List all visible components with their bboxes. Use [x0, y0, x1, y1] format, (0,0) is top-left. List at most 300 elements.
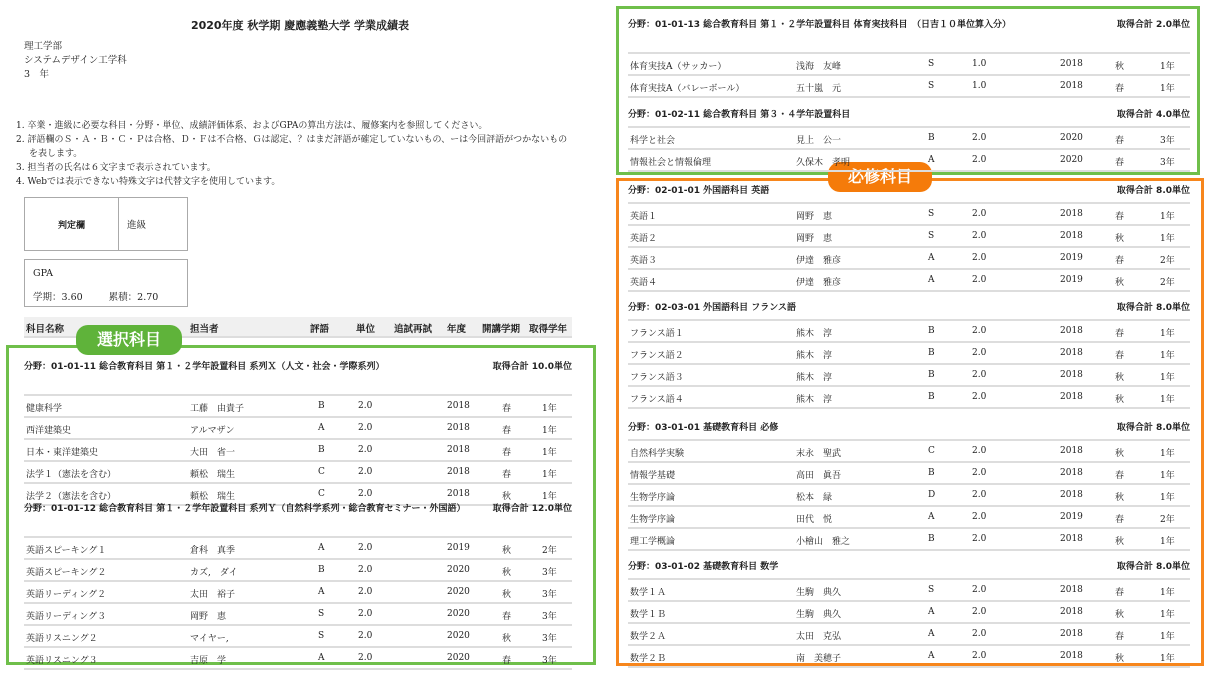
table-row: [24, 396, 572, 418]
table-row: [628, 646, 1190, 668]
cell-year: 2018: [1060, 231, 1083, 241]
cell-year: 2019: [447, 543, 470, 553]
cell-acq-year: 1年: [1160, 493, 1175, 503]
cell-instructor: 熊木 淳: [796, 329, 833, 339]
field-section: [24, 500, 572, 670]
cell-acq-year: 1年: [1160, 84, 1175, 94]
cell-year: 2018: [1060, 585, 1083, 595]
cell-year: 2020: [447, 631, 470, 641]
cell-grade: A: [928, 253, 935, 263]
cell-term: 春: [1115, 588, 1125, 598]
cell-subject: 生物学序論: [630, 515, 676, 525]
cell-year: 2018: [1060, 651, 1083, 661]
field-header: [628, 16, 1190, 54]
field-total: 取得合計 8.0単位: [1116, 303, 1190, 313]
col-instructor: 担当者: [190, 324, 219, 335]
cell-instructor: 松本 緑: [796, 493, 833, 503]
cell-grade: B: [928, 468, 935, 478]
cell-term: 秋: [1115, 493, 1125, 503]
field-section: [24, 358, 572, 506]
col-grade: 評語: [310, 324, 330, 335]
cell-term: 秋: [502, 634, 512, 644]
cell-acq-year: 2年: [1160, 515, 1175, 525]
cell-subject: 体育実技A（サッカー）: [630, 62, 727, 72]
notes-list: [16, 119, 576, 189]
cell-credits: 2.0: [972, 446, 987, 456]
cell-grade: B: [318, 565, 325, 575]
field-total: 取得合計 10.0単位: [492, 362, 572, 372]
cell-credits: 2.0: [972, 468, 987, 478]
cell-instructor: 浅海 友峰: [796, 62, 842, 72]
cell-acq-year: 1年: [542, 404, 557, 414]
cell-subject: フランス語３: [630, 373, 684, 383]
table-row: [628, 624, 1190, 646]
cell-subject: 日本・東洋建築史: [26, 448, 99, 458]
cell-credits: 2.0: [358, 543, 373, 553]
field-header: [628, 182, 1190, 204]
cell-grade: B: [928, 348, 935, 358]
judgement-value: 進級: [127, 220, 147, 231]
department: システムデザイン工学科: [24, 55, 127, 66]
cell-year: 2018: [1060, 348, 1083, 358]
left-page: [0, 0, 600, 673]
cell-year: 2018: [1060, 607, 1083, 617]
cell-subject: 情報社会と情報倫理: [630, 158, 712, 168]
cell-grade: C: [928, 446, 935, 456]
cell-year: 2020: [1060, 133, 1083, 143]
cell-grade: S: [928, 209, 935, 219]
cell-grade: B: [928, 370, 935, 380]
cell-credits: 1.0: [972, 59, 987, 69]
cell-acq-year: 3年: [1160, 136, 1175, 146]
cell-subject: 英語１: [630, 212, 658, 222]
cell-acq-year: 2年: [1160, 278, 1175, 288]
table-row: [628, 580, 1190, 602]
cell-subject: 英語リーディング３: [26, 612, 107, 622]
cell-instructor: 末永 聖武: [796, 449, 842, 459]
cell-grade: D: [928, 490, 936, 500]
table-row: [628, 226, 1190, 248]
cell-instructor: 高田 眞吾: [796, 471, 842, 481]
cell-instructor: 岡野 恵: [190, 612, 227, 622]
elective-badge: 選択科目: [76, 325, 182, 355]
cell-term: 春: [502, 470, 512, 480]
cell-credits: 2.0: [358, 565, 373, 575]
cell-subject: 英語４: [630, 278, 658, 288]
cell-acq-year: 1年: [1160, 610, 1175, 620]
cell-year: 2019: [1060, 253, 1083, 263]
field-total: 取得合計 2.0単位: [1116, 20, 1190, 30]
field-title: 分野：01-01-11 総合教育科目 第１・２学年設置科目 系列Ｘ（人文・社会・学際系列）: [24, 362, 385, 372]
field-section: [628, 182, 1190, 292]
cell-term: 春: [1115, 136, 1125, 146]
cell-year: 2020: [447, 565, 470, 575]
cell-subject: 自然科学実験: [630, 449, 685, 459]
cell-credits: 2.0: [972, 607, 987, 617]
cell-subject: 英語３: [630, 256, 658, 266]
field-title: 分野：02-01-01 外国語科目 英語: [628, 186, 770, 196]
cell-instructor: マイヤー,: [190, 634, 229, 644]
cell-credits: 2.0: [972, 348, 987, 358]
cell-term: 秋: [1115, 62, 1125, 72]
gpa-term: 学期：3.60: [33, 292, 83, 303]
cell-grade: S: [928, 231, 935, 241]
cell-acq-year: 1年: [1160, 234, 1175, 244]
col-credits: 単位: [356, 324, 376, 335]
cell-acq-year: 3年: [542, 568, 557, 578]
cell-instructor: 頼松 瑞生: [190, 470, 236, 480]
cell-acq-year: 1年: [1160, 654, 1175, 664]
field-header: [24, 500, 572, 538]
cell-year: 2018: [1060, 81, 1083, 91]
cell-year: 2018: [1060, 326, 1083, 336]
cell-term: 秋: [502, 590, 512, 600]
cell-subject: 数学１Ｂ: [630, 610, 667, 620]
table-row: [628, 270, 1190, 292]
table-row: [24, 582, 572, 604]
field-title: 分野：01-01-12 総合教育科目 第１・２学年設置科目 系列Ｙ（自然科学系列・総合教育セミナー・外国語）: [24, 504, 466, 514]
cell-year: 2019: [1060, 275, 1083, 285]
cell-instructor: 生駒 典久: [796, 588, 842, 598]
cell-grade: B: [928, 534, 935, 544]
table-row: [628, 485, 1190, 507]
field-header: [628, 106, 1190, 128]
cell-acq-year: 1年: [542, 470, 557, 480]
cell-credits: 2.0: [358, 445, 373, 455]
col-term: 開講学期: [482, 324, 521, 335]
cell-grade: A: [928, 275, 935, 285]
cell-grade: S: [928, 59, 935, 69]
cell-term: 秋: [1115, 654, 1125, 664]
cell-acq-year: 1年: [1160, 62, 1175, 72]
cell-instructor: 熊木 淳: [796, 373, 833, 383]
cell-instructor: 岡野 恵: [796, 234, 833, 244]
student-info: [24, 40, 127, 82]
cell-instructor: 伊達 雅彦: [796, 256, 842, 266]
cell-subject: 英語リーディング２: [26, 590, 107, 600]
cell-grade: A: [928, 607, 935, 617]
cell-credits: 2.0: [358, 653, 373, 663]
cell-term: 秋: [1115, 278, 1125, 288]
cell-grade: A: [318, 423, 325, 433]
cell-subject: 理工学概論: [630, 537, 676, 547]
note-item: 4. Webでは表示できない特殊文字は代替文字を使用しています。: [16, 177, 281, 187]
faculty: 理工学部: [24, 41, 63, 52]
cell-instructor: 太田 裕子: [190, 590, 236, 600]
cell-year: 2018: [447, 423, 470, 433]
cell-acq-year: 1年: [542, 426, 557, 436]
cell-credits: 2.0: [972, 512, 987, 522]
table-row: [628, 204, 1190, 226]
cell-year: 2018: [1060, 468, 1083, 478]
cell-instructor: 熊木 淳: [796, 351, 833, 361]
cell-grade: A: [928, 512, 935, 522]
table-row: [24, 418, 572, 440]
cell-grade: A: [318, 653, 325, 663]
cell-credits: 2.0: [358, 587, 373, 597]
cell-subject: 西洋建築史: [26, 426, 72, 436]
cell-term: 秋: [1115, 449, 1125, 459]
cell-grade: B: [928, 326, 935, 336]
field-total: 取得合計 8.0単位: [1116, 423, 1190, 433]
table-row: [24, 604, 572, 626]
cell-instructor: 工藤 由貴子: [190, 404, 245, 414]
cell-instructor: 五十嵐 元: [796, 84, 842, 94]
cell-term: 春: [1115, 84, 1125, 94]
cell-subject: 英語スピーキング１: [26, 546, 107, 556]
cell-credits: 2.0: [358, 423, 373, 433]
table-row: [628, 463, 1190, 485]
cell-credits: 2.0: [358, 609, 373, 619]
cell-grade: S: [928, 585, 935, 595]
cell-grade: C: [318, 467, 325, 477]
cell-credits: 2.0: [972, 392, 987, 402]
field-title: 分野：03-01-01 基礎教育科目 必修: [628, 423, 779, 433]
col-subject: 科目名称: [26, 324, 65, 335]
col-acq-year: 取得学年: [529, 324, 568, 335]
cell-acq-year: 1年: [1160, 471, 1175, 481]
field-total: 取得合計 4.0単位: [1116, 110, 1190, 120]
cell-credits: 2.0: [972, 490, 987, 500]
cell-year: 2018: [1060, 629, 1083, 639]
cell-term: 秋: [1115, 610, 1125, 620]
cell-acq-year: 1年: [1160, 329, 1175, 339]
cell-credits: 2.0: [972, 275, 987, 285]
cell-acq-year: 1年: [1160, 395, 1175, 405]
cell-subject: 英語リスニング３: [26, 656, 98, 666]
cell-term: 春: [502, 404, 512, 414]
cell-grade: B: [318, 401, 325, 411]
cell-grade: S: [318, 609, 325, 619]
cell-term: 春: [502, 656, 512, 666]
table-row: [24, 440, 572, 462]
cell-instructor: カズ, ダイ: [190, 568, 238, 578]
cell-subject: 数学２Ａ: [630, 632, 667, 642]
cell-instructor: 岡野 恵: [796, 212, 833, 222]
cell-subject: 科学と社会: [630, 136, 676, 146]
cell-term: 秋: [1115, 373, 1125, 383]
field-title: 分野：02-03-01 外国語科目 フランス語: [628, 303, 797, 313]
cell-acq-year: 3年: [542, 656, 557, 666]
cell-year: 2020: [447, 587, 470, 597]
cell-term: 春: [1115, 329, 1125, 339]
cell-grade: A: [928, 629, 935, 639]
note-item: 3. 担当者の氏名は６文字まで表示されています。: [16, 163, 216, 173]
cell-acq-year: 1年: [542, 492, 557, 502]
table-row: [628, 321, 1190, 343]
table-row: [628, 150, 1190, 172]
cell-year: 2018: [447, 401, 470, 411]
table-row: [628, 248, 1190, 270]
cell-acq-year: 1年: [1160, 537, 1175, 547]
cell-credits: 2.0: [972, 155, 987, 165]
table-row: [628, 365, 1190, 387]
cell-subject: 数学１Ａ: [630, 588, 667, 598]
cell-acq-year: 3年: [542, 590, 557, 600]
cell-grade: S: [318, 631, 325, 641]
cell-acq-year: 2年: [1160, 256, 1175, 266]
cell-year: 2018: [1060, 534, 1083, 544]
table-row: [628, 441, 1190, 463]
cell-credits: 2.0: [358, 401, 373, 411]
cell-term: 春: [502, 612, 512, 622]
cell-credits: 2.0: [972, 370, 987, 380]
page-title: 2020年度 秋学期 慶應義塾大学 学業成績表: [190, 19, 410, 32]
field-header: [628, 299, 1190, 321]
cell-credits: 1.0: [972, 81, 987, 91]
cell-subject: 体育実技A（バレーボール）: [630, 84, 745, 94]
field-title: 分野：03-01-02 基礎教育科目 数学: [628, 562, 779, 572]
cell-instructor: 熊木 淳: [796, 395, 833, 405]
cell-credits: 2.0: [972, 209, 987, 219]
cell-term: 春: [502, 448, 512, 458]
table-row: [628, 128, 1190, 150]
cell-subject: 数学２Ｂ: [630, 654, 667, 664]
cell-grade: B: [318, 445, 325, 455]
cell-grade: A: [318, 543, 325, 553]
cell-instructor: 生駒 典久: [796, 610, 842, 620]
cell-acq-year: 1年: [1160, 351, 1175, 361]
cell-acq-year: 2年: [542, 546, 557, 556]
cell-term: 秋: [1115, 234, 1125, 244]
cell-year: 2018: [447, 445, 470, 455]
table-row: [24, 560, 572, 582]
cell-year: 2018: [1060, 446, 1083, 456]
cell-acq-year: 1年: [1160, 588, 1175, 598]
cell-acq-year: 3年: [542, 634, 557, 644]
cell-grade: C: [318, 489, 325, 499]
cell-credits: 2.0: [972, 326, 987, 336]
cell-term: 春: [1115, 471, 1125, 481]
cell-instructor: 見上 公一: [796, 136, 842, 146]
cell-term: 秋: [1115, 537, 1125, 547]
cell-acq-year: 1年: [1160, 632, 1175, 642]
table-row: [24, 462, 572, 484]
cell-acq-year: 1年: [1160, 449, 1175, 459]
cell-instructor: 倉科 真季: [190, 546, 236, 556]
cell-subject: 情報学基礎: [630, 471, 676, 481]
cell-credits: 2.0: [972, 133, 987, 143]
required-badge: 必修科目: [828, 162, 932, 192]
col-retest: 追試再試: [394, 324, 433, 335]
cell-instructor: 吉原 学: [190, 656, 227, 666]
judgement-box: [24, 197, 188, 251]
cell-grade: A: [928, 651, 935, 661]
cell-credits: 2.0: [972, 253, 987, 263]
cell-subject: 英語２: [630, 234, 658, 244]
cell-instructor: アルマザン: [190, 426, 235, 436]
cell-credits: 2.0: [972, 629, 987, 639]
field-section: [628, 419, 1190, 551]
cell-year: 2018: [1060, 370, 1083, 380]
note-item: 2. 評語欄のＳ・Ａ・Ｂ・Ｃ・Ｐは合格、Ｄ・Ｆは不合格、Ｇは認定、？はまだ評語が確定していないもの、ーは今回評語がつかないものを表します。: [16, 135, 568, 159]
cell-term: 春: [1115, 212, 1125, 222]
gpa-label: GPA: [33, 268, 53, 279]
cell-year: 2020: [1060, 155, 1083, 165]
cell-term: 春: [1115, 256, 1125, 266]
cell-term: 春: [502, 426, 512, 436]
cell-credits: 2.0: [358, 467, 373, 477]
judgement-label: 判定欄: [25, 198, 119, 250]
table-row: [628, 529, 1190, 551]
cell-year: 2018: [1060, 490, 1083, 500]
cell-year: 2018: [1060, 392, 1083, 402]
table-row: [628, 507, 1190, 529]
cell-subject: 法学１（憲法を含む）: [26, 470, 117, 480]
cell-term: 春: [1115, 158, 1125, 168]
field-total: 取得合計 8.0単位: [1116, 562, 1190, 572]
cell-instructor: 田代 悦: [796, 515, 833, 525]
field-section: [628, 16, 1190, 98]
cell-instructor: 南 美穂子: [796, 654, 842, 664]
table-row: [628, 602, 1190, 624]
cell-acq-year: 3年: [1160, 158, 1175, 168]
cell-term: 秋: [1115, 395, 1125, 405]
field-total: 取得合計 12.0単位: [492, 504, 572, 514]
field-title: 分野：01-02-11 総合教育科目 第３・４学年設置科目: [628, 110, 851, 120]
note-item: 1. 卒業・進級に必要な科目・分野・単位、成績評価体系、およびGPAの算出方法は、履修案内を参照してください。: [16, 121, 488, 131]
field-title: 分野：01-01-13 総合教育科目 第１・２学年設置科目 体育実技科目 （日吉１０単位算入分）: [628, 20, 1011, 30]
gpa-cumulative: 累積：2.70: [108, 292, 159, 303]
field-header: [628, 419, 1190, 441]
cell-grade: A: [318, 587, 325, 597]
right-page: [610, 0, 1212, 673]
cell-instructor: 伊達 雅彦: [796, 278, 842, 288]
cell-subject: 英語スピーキング２: [26, 568, 107, 578]
cell-year: 2019: [1060, 512, 1083, 522]
cell-credits: 2.0: [972, 585, 987, 595]
table-row: [628, 343, 1190, 365]
cell-credits: 2.0: [972, 534, 987, 544]
table-row: [628, 387, 1190, 409]
cell-grade: A: [928, 155, 935, 165]
field-header: [628, 558, 1190, 580]
cell-acq-year: 1年: [1160, 212, 1175, 222]
cell-subject: 生物学序論: [630, 493, 676, 503]
cell-grade: S: [928, 81, 935, 91]
cell-term: 春: [1115, 632, 1125, 642]
cell-subject: フランス語４: [630, 395, 684, 405]
cell-year: 2018: [1060, 59, 1083, 69]
cell-instructor: 太田 克弘: [796, 632, 842, 642]
cell-acq-year: 3年: [542, 612, 557, 622]
field-header: [24, 358, 572, 396]
cell-year: 2018: [447, 467, 470, 477]
col-year: 年度: [447, 324, 467, 335]
cell-subject: 法学２（憲法を含む）: [26, 492, 117, 502]
field-section: [628, 106, 1190, 172]
cell-term: 秋: [502, 546, 512, 556]
cell-subject: 英語リスニング２: [26, 634, 98, 644]
cell-instructor: 小檜山 雅之: [796, 537, 851, 547]
cell-subject: フランス語１: [630, 329, 684, 339]
cell-instructor: 大田 省一: [190, 448, 236, 458]
cell-instructor: 頼松 瑞生: [190, 492, 236, 502]
field-section: [628, 299, 1190, 409]
cell-grade: B: [928, 133, 935, 143]
cell-term: 秋: [502, 568, 512, 578]
cell-term: 春: [1115, 515, 1125, 525]
table-row: [24, 538, 572, 560]
cell-credits: 2.0: [972, 651, 987, 661]
cell-year: 2018: [1060, 209, 1083, 219]
cell-year: 2020: [447, 653, 470, 663]
table-row: [24, 626, 572, 648]
cell-acq-year: 1年: [542, 448, 557, 458]
field-section: [628, 558, 1190, 668]
cell-acq-year: 1年: [1160, 373, 1175, 383]
cell-credits: 2.0: [358, 489, 373, 499]
